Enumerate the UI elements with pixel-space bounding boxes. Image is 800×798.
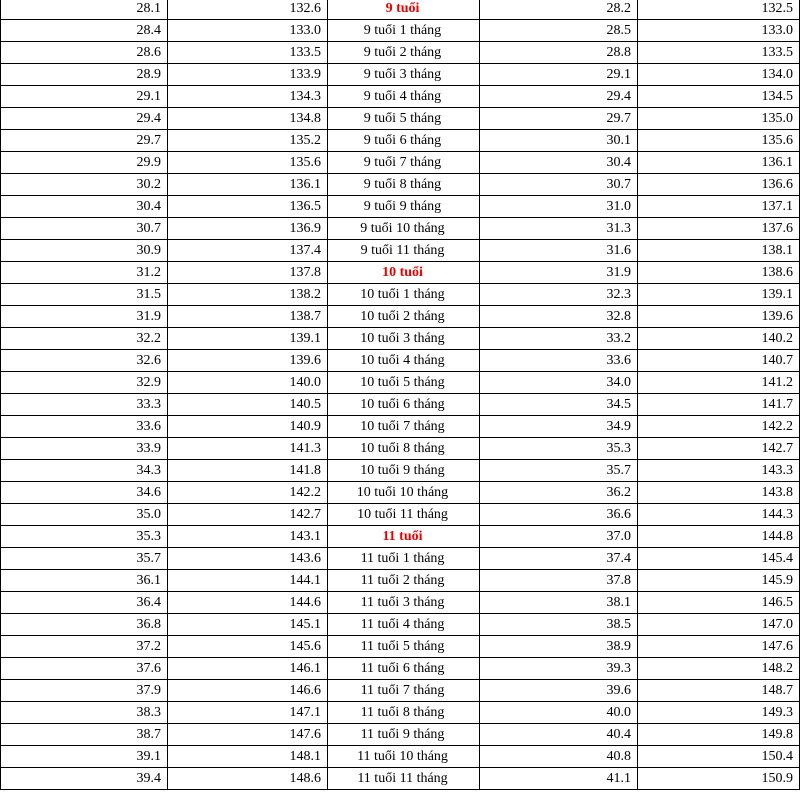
age-cell: 9 tuổi 7 tháng — [328, 152, 480, 174]
weight-col-1-cell: 30.4 — [1, 196, 168, 218]
table-row — [1, 548, 800, 570]
age-cell: 10 tuổi 10 tháng — [328, 482, 480, 504]
height-col-1-cell: 144.6 — [168, 592, 328, 614]
height-col-2-cell: 142.7 — [638, 438, 800, 460]
weight-col-2-cell: 36.6 — [480, 504, 638, 526]
weight-col-2-cell: 38.1 — [480, 592, 638, 614]
height-col-2-cell: 140.7 — [638, 350, 800, 372]
weight-col-2-cell: 29.7 — [480, 108, 638, 130]
table-row — [1, 438, 800, 460]
height-col-1-cell: 132.6 — [168, 0, 328, 20]
weight-col-1-cell: 34.3 — [1, 460, 168, 482]
height-col-2-cell: 138.1 — [638, 240, 800, 262]
weight-col-1-cell: 37.2 — [1, 636, 168, 658]
age-cell: 10 tuổi 6 tháng — [328, 394, 480, 416]
age-cell: 10 tuổi 2 tháng — [328, 306, 480, 328]
height-col-2-cell: 136.6 — [638, 174, 800, 196]
weight-col-1-cell: 32.6 — [1, 350, 168, 372]
weight-col-2-cell: 32.3 — [480, 284, 638, 306]
weight-col-1-cell: 39.1 — [1, 746, 168, 768]
table-row — [1, 636, 800, 658]
table-row — [1, 42, 800, 64]
age-cell: 11 tuổi 10 tháng — [328, 746, 480, 768]
weight-col-2-cell: 33.6 — [480, 350, 638, 372]
height-col-2-cell: 138.6 — [638, 262, 800, 284]
height-col-1-cell: 140.5 — [168, 394, 328, 416]
weight-col-1-cell: 28.9 — [1, 64, 168, 86]
table-row — [1, 614, 800, 636]
height-col-1-cell: 139.1 — [168, 328, 328, 350]
height-col-2-cell: 147.6 — [638, 636, 800, 658]
height-col-1-cell: 133.5 — [168, 42, 328, 64]
table-row — [1, 394, 800, 416]
height-col-2-cell: 141.2 — [638, 372, 800, 394]
weight-col-2-cell: 29.1 — [480, 64, 638, 86]
weight-col-1-cell: 33.3 — [1, 394, 168, 416]
age-cell: 10 tuổi 1 tháng — [328, 284, 480, 306]
age-cell: 10 tuổi 9 tháng — [328, 460, 480, 482]
table-row — [1, 658, 800, 680]
weight-col-1-cell: 31.5 — [1, 284, 168, 306]
age-cell: 9 tuổi 10 tháng — [328, 218, 480, 240]
table-row — [1, 64, 800, 86]
weight-col-2-cell: 34.5 — [480, 394, 638, 416]
table-row — [1, 130, 800, 152]
height-col-2-cell: 135.6 — [638, 130, 800, 152]
table-row — [1, 0, 800, 20]
height-col-2-cell: 147.0 — [638, 614, 800, 636]
weight-col-2-cell: 40.4 — [480, 724, 638, 746]
age-cell: 10 tuổi 8 tháng — [328, 438, 480, 460]
height-col-2-cell: 144.3 — [638, 504, 800, 526]
weight-col-2-cell: 30.4 — [480, 152, 638, 174]
weight-col-2-cell: 31.3 — [480, 218, 638, 240]
age-year-heading-cell: 9 tuổi — [328, 0, 480, 20]
height-col-1-cell: 140.9 — [168, 416, 328, 438]
weight-col-1-cell: 28.4 — [1, 20, 168, 42]
weight-col-2-cell: 29.4 — [480, 86, 638, 108]
height-col-1-cell: 146.6 — [168, 680, 328, 702]
table-body — [1, 0, 800, 790]
weight-col-1-cell: 29.7 — [1, 130, 168, 152]
age-cell: 11 tuổi 1 tháng — [328, 548, 480, 570]
table-row — [1, 702, 800, 724]
height-col-1-cell: 136.1 — [168, 174, 328, 196]
height-col-2-cell: 148.2 — [638, 658, 800, 680]
weight-col-2-cell: 35.7 — [480, 460, 638, 482]
age-year-heading-cell: 11 tuổi — [328, 526, 480, 548]
weight-col-1-cell: 32.2 — [1, 328, 168, 350]
weight-col-1-cell: 36.1 — [1, 570, 168, 592]
table-row — [1, 196, 800, 218]
table-row — [1, 746, 800, 768]
weight-col-1-cell: 33.9 — [1, 438, 168, 460]
height-col-1-cell: 139.6 — [168, 350, 328, 372]
weight-col-2-cell: 39.3 — [480, 658, 638, 680]
height-col-2-cell: 143.8 — [638, 482, 800, 504]
weight-col-1-cell: 31.2 — [1, 262, 168, 284]
height-col-2-cell: 150.4 — [638, 746, 800, 768]
weight-col-1-cell: 37.9 — [1, 680, 168, 702]
weight-col-1-cell: 38.3 — [1, 702, 168, 724]
table-row — [1, 174, 800, 196]
weight-col-2-cell: 30.1 — [480, 130, 638, 152]
height-col-2-cell: 140.2 — [638, 328, 800, 350]
height-col-1-cell: 136.5 — [168, 196, 328, 218]
height-col-1-cell: 142.2 — [168, 482, 328, 504]
table-row — [1, 284, 800, 306]
table-row — [1, 460, 800, 482]
age-cell: 10 tuổi 4 tháng — [328, 350, 480, 372]
height-col-1-cell: 143.6 — [168, 548, 328, 570]
weight-col-1-cell: 30.9 — [1, 240, 168, 262]
weight-col-2-cell: 38.9 — [480, 636, 638, 658]
age-cell: 11 tuổi 11 tháng — [328, 768, 480, 790]
weight-col-2-cell: 39.6 — [480, 680, 638, 702]
height-col-2-cell: 135.0 — [638, 108, 800, 130]
age-cell: 9 tuổi 3 tháng — [328, 64, 480, 86]
table-row — [1, 504, 800, 526]
height-col-2-cell: 142.2 — [638, 416, 800, 438]
weight-col-2-cell: 35.3 — [480, 438, 638, 460]
weight-col-2-cell: 41.1 — [480, 768, 638, 790]
height-col-2-cell: 145.9 — [638, 570, 800, 592]
height-col-2-cell: 132.5 — [638, 0, 800, 20]
age-cell: 9 tuổi 9 tháng — [328, 196, 480, 218]
age-cell: 10 tuổi 11 tháng — [328, 504, 480, 526]
weight-col-1-cell: 30.7 — [1, 218, 168, 240]
height-col-1-cell: 144.1 — [168, 570, 328, 592]
age-cell: 11 tuổi 4 tháng — [328, 614, 480, 636]
age-cell: 9 tuổi 11 tháng — [328, 240, 480, 262]
height-col-1-cell: 138.2 — [168, 284, 328, 306]
height-col-1-cell: 133.0 — [168, 20, 328, 42]
age-cell: 9 tuổi 4 tháng — [328, 86, 480, 108]
height-col-1-cell: 145.1 — [168, 614, 328, 636]
height-col-2-cell: 149.3 — [638, 702, 800, 724]
weight-col-2-cell: 36.2 — [480, 482, 638, 504]
weight-col-1-cell: 32.9 — [1, 372, 168, 394]
weight-col-2-cell: 33.2 — [480, 328, 638, 350]
weight-col-2-cell: 40.0 — [480, 702, 638, 724]
height-col-1-cell: 142.7 — [168, 504, 328, 526]
table-row — [1, 262, 800, 284]
height-col-2-cell: 143.3 — [638, 460, 800, 482]
age-cell: 11 tuổi 9 tháng — [328, 724, 480, 746]
age-cell: 10 tuổi 3 tháng — [328, 328, 480, 350]
table-row — [1, 416, 800, 438]
weight-col-1-cell: 30.2 — [1, 174, 168, 196]
table-row — [1, 218, 800, 240]
height-col-1-cell: 135.6 — [168, 152, 328, 174]
weight-col-1-cell: 36.8 — [1, 614, 168, 636]
height-col-2-cell: 150.9 — [638, 768, 800, 790]
weight-col-1-cell: 29.1 — [1, 86, 168, 108]
table-row — [1, 482, 800, 504]
height-col-2-cell: 148.7 — [638, 680, 800, 702]
height-col-2-cell: 133.0 — [638, 20, 800, 42]
table-row — [1, 20, 800, 42]
age-cell: 11 tuổi 7 tháng — [328, 680, 480, 702]
height-col-2-cell: 146.5 — [638, 592, 800, 614]
height-col-1-cell: 133.9 — [168, 64, 328, 86]
height-col-1-cell: 134.3 — [168, 86, 328, 108]
height-col-1-cell: 136.9 — [168, 218, 328, 240]
weight-col-2-cell: 40.8 — [480, 746, 638, 768]
table-row — [1, 768, 800, 790]
age-cell: 9 tuổi 1 tháng — [328, 20, 480, 42]
height-col-1-cell: 141.8 — [168, 460, 328, 482]
weight-col-1-cell: 29.9 — [1, 152, 168, 174]
weight-col-1-cell: 39.4 — [1, 768, 168, 790]
weight-col-2-cell: 31.9 — [480, 262, 638, 284]
age-year-heading-cell: 10 tuổi — [328, 262, 480, 284]
weight-col-2-cell: 31.6 — [480, 240, 638, 262]
height-col-1-cell: 148.6 — [168, 768, 328, 790]
height-col-2-cell: 137.1 — [638, 196, 800, 218]
height-col-1-cell: 134.8 — [168, 108, 328, 130]
weight-col-2-cell: 37.8 — [480, 570, 638, 592]
height-col-1-cell: 146.1 — [168, 658, 328, 680]
weight-col-1-cell: 28.6 — [1, 42, 168, 64]
age-cell: 9 tuổi 2 tháng — [328, 42, 480, 64]
weight-col-2-cell: 32.8 — [480, 306, 638, 328]
height-col-2-cell: 149.8 — [638, 724, 800, 746]
height-col-1-cell: 143.1 — [168, 526, 328, 548]
height-col-1-cell: 135.2 — [168, 130, 328, 152]
weight-col-1-cell: 28.1 — [1, 0, 168, 20]
weight-col-2-cell: 28.8 — [480, 42, 638, 64]
age-cell: 10 tuổi 7 tháng — [328, 416, 480, 438]
weight-col-1-cell: 29.4 — [1, 108, 168, 130]
weight-col-2-cell: 34.9 — [480, 416, 638, 438]
height-col-1-cell: 147.1 — [168, 702, 328, 724]
age-cell: 10 tuổi 5 tháng — [328, 372, 480, 394]
table-row — [1, 372, 800, 394]
weight-col-2-cell: 37.0 — [480, 526, 638, 548]
weight-col-1-cell: 34.6 — [1, 482, 168, 504]
height-col-2-cell: 139.6 — [638, 306, 800, 328]
weight-col-2-cell: 38.5 — [480, 614, 638, 636]
table-row — [1, 724, 800, 746]
weight-col-2-cell: 31.0 — [480, 196, 638, 218]
height-col-1-cell: 148.1 — [168, 746, 328, 768]
height-col-2-cell: 139.1 — [638, 284, 800, 306]
weight-col-1-cell: 35.7 — [1, 548, 168, 570]
weight-col-2-cell: 28.2 — [480, 0, 638, 20]
height-col-1-cell: 145.6 — [168, 636, 328, 658]
table-row — [1, 328, 800, 350]
age-cell: 11 tuổi 5 tháng — [328, 636, 480, 658]
weight-col-2-cell: 30.7 — [480, 174, 638, 196]
weight-col-1-cell: 33.6 — [1, 416, 168, 438]
age-cell: 11 tuổi 6 tháng — [328, 658, 480, 680]
height-col-1-cell: 138.7 — [168, 306, 328, 328]
height-col-1-cell: 141.3 — [168, 438, 328, 460]
height-col-2-cell: 134.5 — [638, 86, 800, 108]
table-row — [1, 108, 800, 130]
height-col-2-cell: 134.0 — [638, 64, 800, 86]
height-col-1-cell: 140.0 — [168, 372, 328, 394]
table-row — [1, 570, 800, 592]
weight-col-1-cell: 38.7 — [1, 724, 168, 746]
height-col-1-cell: 147.6 — [168, 724, 328, 746]
table-row — [1, 526, 800, 548]
table-row — [1, 350, 800, 372]
weight-col-2-cell: 34.0 — [480, 372, 638, 394]
height-col-2-cell: 144.8 — [638, 526, 800, 548]
age-cell: 9 tuổi 5 tháng — [328, 108, 480, 130]
weight-col-1-cell: 31.9 — [1, 306, 168, 328]
age-cell: 11 tuổi 8 tháng — [328, 702, 480, 724]
age-cell: 9 tuổi 6 tháng — [328, 130, 480, 152]
weight-col-2-cell: 37.4 — [480, 548, 638, 570]
weight-col-1-cell: 37.6 — [1, 658, 168, 680]
age-cell: 11 tuổi 3 tháng — [328, 592, 480, 614]
height-col-2-cell: 137.6 — [638, 218, 800, 240]
table-row — [1, 680, 800, 702]
weight-col-1-cell: 36.4 — [1, 592, 168, 614]
weight-col-2-cell: 28.5 — [480, 20, 638, 42]
height-col-1-cell: 137.8 — [168, 262, 328, 284]
table-row — [1, 306, 800, 328]
table-row — [1, 592, 800, 614]
height-col-2-cell: 141.7 — [638, 394, 800, 416]
table-row — [1, 240, 800, 262]
age-cell: 9 tuổi 8 tháng — [328, 174, 480, 196]
table-row — [1, 152, 800, 174]
age-cell: 11 tuổi 2 tháng — [328, 570, 480, 592]
height-col-2-cell: 133.5 — [638, 42, 800, 64]
table-row — [1, 86, 800, 108]
height-col-1-cell: 137.4 — [168, 240, 328, 262]
weight-col-1-cell: 35.3 — [1, 526, 168, 548]
height-col-2-cell: 145.4 — [638, 548, 800, 570]
weight-col-1-cell: 35.0 — [1, 504, 168, 526]
height-col-2-cell: 136.1 — [638, 152, 800, 174]
